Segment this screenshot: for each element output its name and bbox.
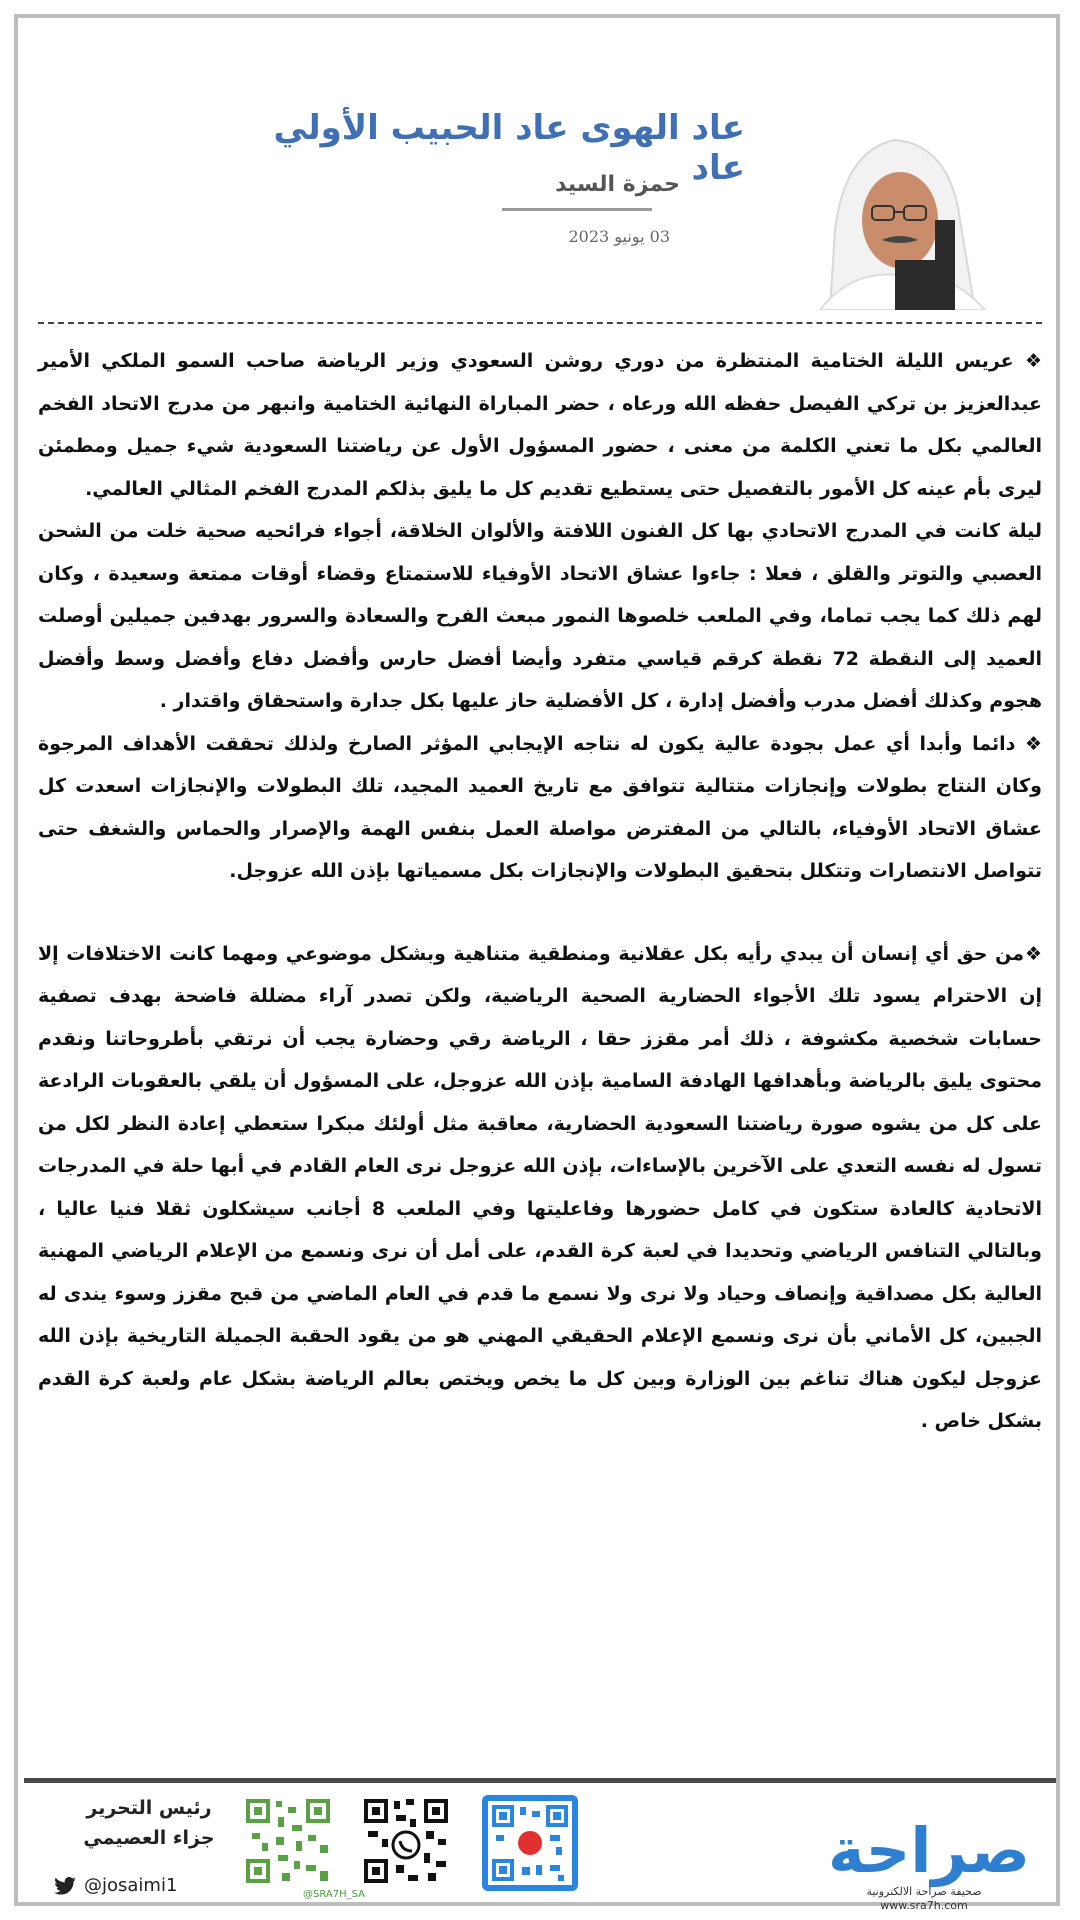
logo-text: صراحة — [827, 1814, 1031, 1887]
editor-block — [74, 1793, 224, 1853]
header-divider — [38, 322, 1042, 324]
twitter-handle: @josaimi1 — [84, 1875, 178, 1896]
article-body — [38, 340, 1042, 1443]
twitter-link[interactable] — [54, 1875, 224, 1896]
article-paragraph: ❖ عريس الليلة الختامية المنتظرة من دوري روشن السعودي وزير الرياضة صاحب السمو الملكي الأمير عبدالعزيز بن تركي الفيصل حفظه الله ورعاه ، حضر المباراة النهائية الختامية وانبهر من مدرج الاتحاد الفخم العالمي بكل ما تعني الكلمة من معنى ، حضور المسؤول الأول عن رياضتنا السعودية شيء جميل ومطمئن ليرى بأم عينه كل الأمور بالتفصيل حتى يستطيع تقديم كل ما يليق بذلكم المدرج الفخم المثالي العالمي. — [38, 350, 1042, 500]
editor-name: جزاء العصيمي — [83, 1827, 215, 1849]
article-paragraph: ❖من حق أي إنسان أن يبدي رأيه بكل عقلانية ومنطقية متناهية وبشكل موضوعي ومهما كانت الاختلافات إلا إن الاحترام يسود تلك الأجواء الحضارية الصحية الرياضية، ولكن تصدر آراء مضللة فاضحة بهدف تصفية حسابات شخصية مكشوفة ، ذلك أمر مقزز حقا ، الرياضة رقي وحضارة يجب أن نرتقي بأطروحاتنا ونقدم محتوى يليق بالرياضة وبأهدافها الهادفة السامية بإذن الله عزوجل، على المسؤول أن يلقي بالعقوبات الرادعة على كل من يشوه صورة رياضتنا السعودية الحضارية، معاقبة مثل أولئك مبكرا ستعطي إعادة النظر لكل من تسول له نفسه التعدي على الآخرين بالإساءات، بإذن الله عزوجل نرى العام القادم في أبها حلة في المدرجات الاتحادية كالعادة ستكون في كامل حضورها وفاعليتها وفي الملعب 8 أجانب سيشكلون ثقلا فنيا عاليا ، وبالتالي التنافس الرياضي وتحديدا في لعبة كرة القدم، على أمل أن نرى ونسمع من الإعلام الرياضي المهنية العالية بكل مصداقية وإنصاف وحياد ولا نرى ولا نسمع ما قدم في العام الماضي من قبح مقزز وسوء يندى له الجبين، كل الأماني بأن نرى ونسمع الإعلام الحقيقي المهني هو من يقود الحقبة الجميلة التاريخية بإذن الله عزوجل ليكون هناك تناغم بين الوزارة وبين كل ما يخص ويختص بعالم الرياضة بشكل عام ولعبة كرة القدم بشكل خاص . — [38, 942, 1042, 1432]
editor-role: رئيس التحرير — [86, 1797, 212, 1819]
logo-subtitle-text: صحيفة صراحة الالكترونية — [866, 1885, 982, 1898]
article-title: عاد الهوى عاد الحبيب الأولي عاد — [273, 108, 745, 188]
twitter-icon — [54, 1877, 76, 1895]
whatsapp-qr-code[interactable] — [360, 1795, 452, 1887]
author-name: حمزة السيد — [555, 172, 680, 197]
snapchat-label: @SRA7H_SA — [303, 1889, 365, 1900]
article-date: 03 يونيو 2023 — [568, 227, 670, 246]
snapchat-qr-code[interactable] — [242, 1795, 334, 1887]
article-paragraph: ليلة كانت في المدرج الاتحادي بها كل الفنون اللافتة والألوان الخلاقة، أجواء فرائحيه صحية خلت من الشحن العصبي والتوتر والقلق ، فعلا : جاءوا عشاق الاتحاد الأوفياء للاستمتاع وقضاء أوقات ممتعة وسعيدة ، وكان لهم ذلك كما يجب تماما، وفي الملعب خلصوها النمور مبعث الفرح والسعادة والسرور بهدفين جميلين أوصلت العميد إلى النقطة 72 نقطة كرقم قياسي متفرد وأيضا أفضل حارس وأفضل دفاع وأفضل وسط وأفضل هجوم وكذلك أفضل مدرب وأفضل إدارة ، كل الأفضلية حاز عليها بكل جدارة واستحقاق واقتدار . — [38, 520, 1042, 712]
author-underline — [502, 208, 652, 211]
article-header — [0, 0, 1080, 320]
logo-url[interactable]: www.sra7h.com — [880, 1899, 968, 1912]
article-paragraph: ❖ دائما وأبدا أي عمل بجودة عالية يكون له نتاجه الإيجابي المؤثر الصارخ ولذلك تحققت الأهداف المرجوة وكان النتاج بطولات وإنجازات متتالية تتوافق مع تاريخ العميد المجيد، تلك البطولات والإنجازات اسعدت كل عشاق الاتحاد الأوفياء، بالتالي من المفترض مواصلة العمل بنفس الهمة والإصرار والحماس والشغف حتى تتواصل الانتصارات وتتكلل بتحقيق البطولات والإنجازات بكل مسمياتها بإذن الله عزوجل. — [38, 732, 1042, 882]
footer-rule — [24, 1778, 1056, 1783]
logo-subtitle — [824, 1885, 1024, 1913]
footer — [24, 1785, 1056, 1912]
author-portrait — [790, 110, 1000, 310]
website-qr-code[interactable] — [482, 1795, 578, 1891]
